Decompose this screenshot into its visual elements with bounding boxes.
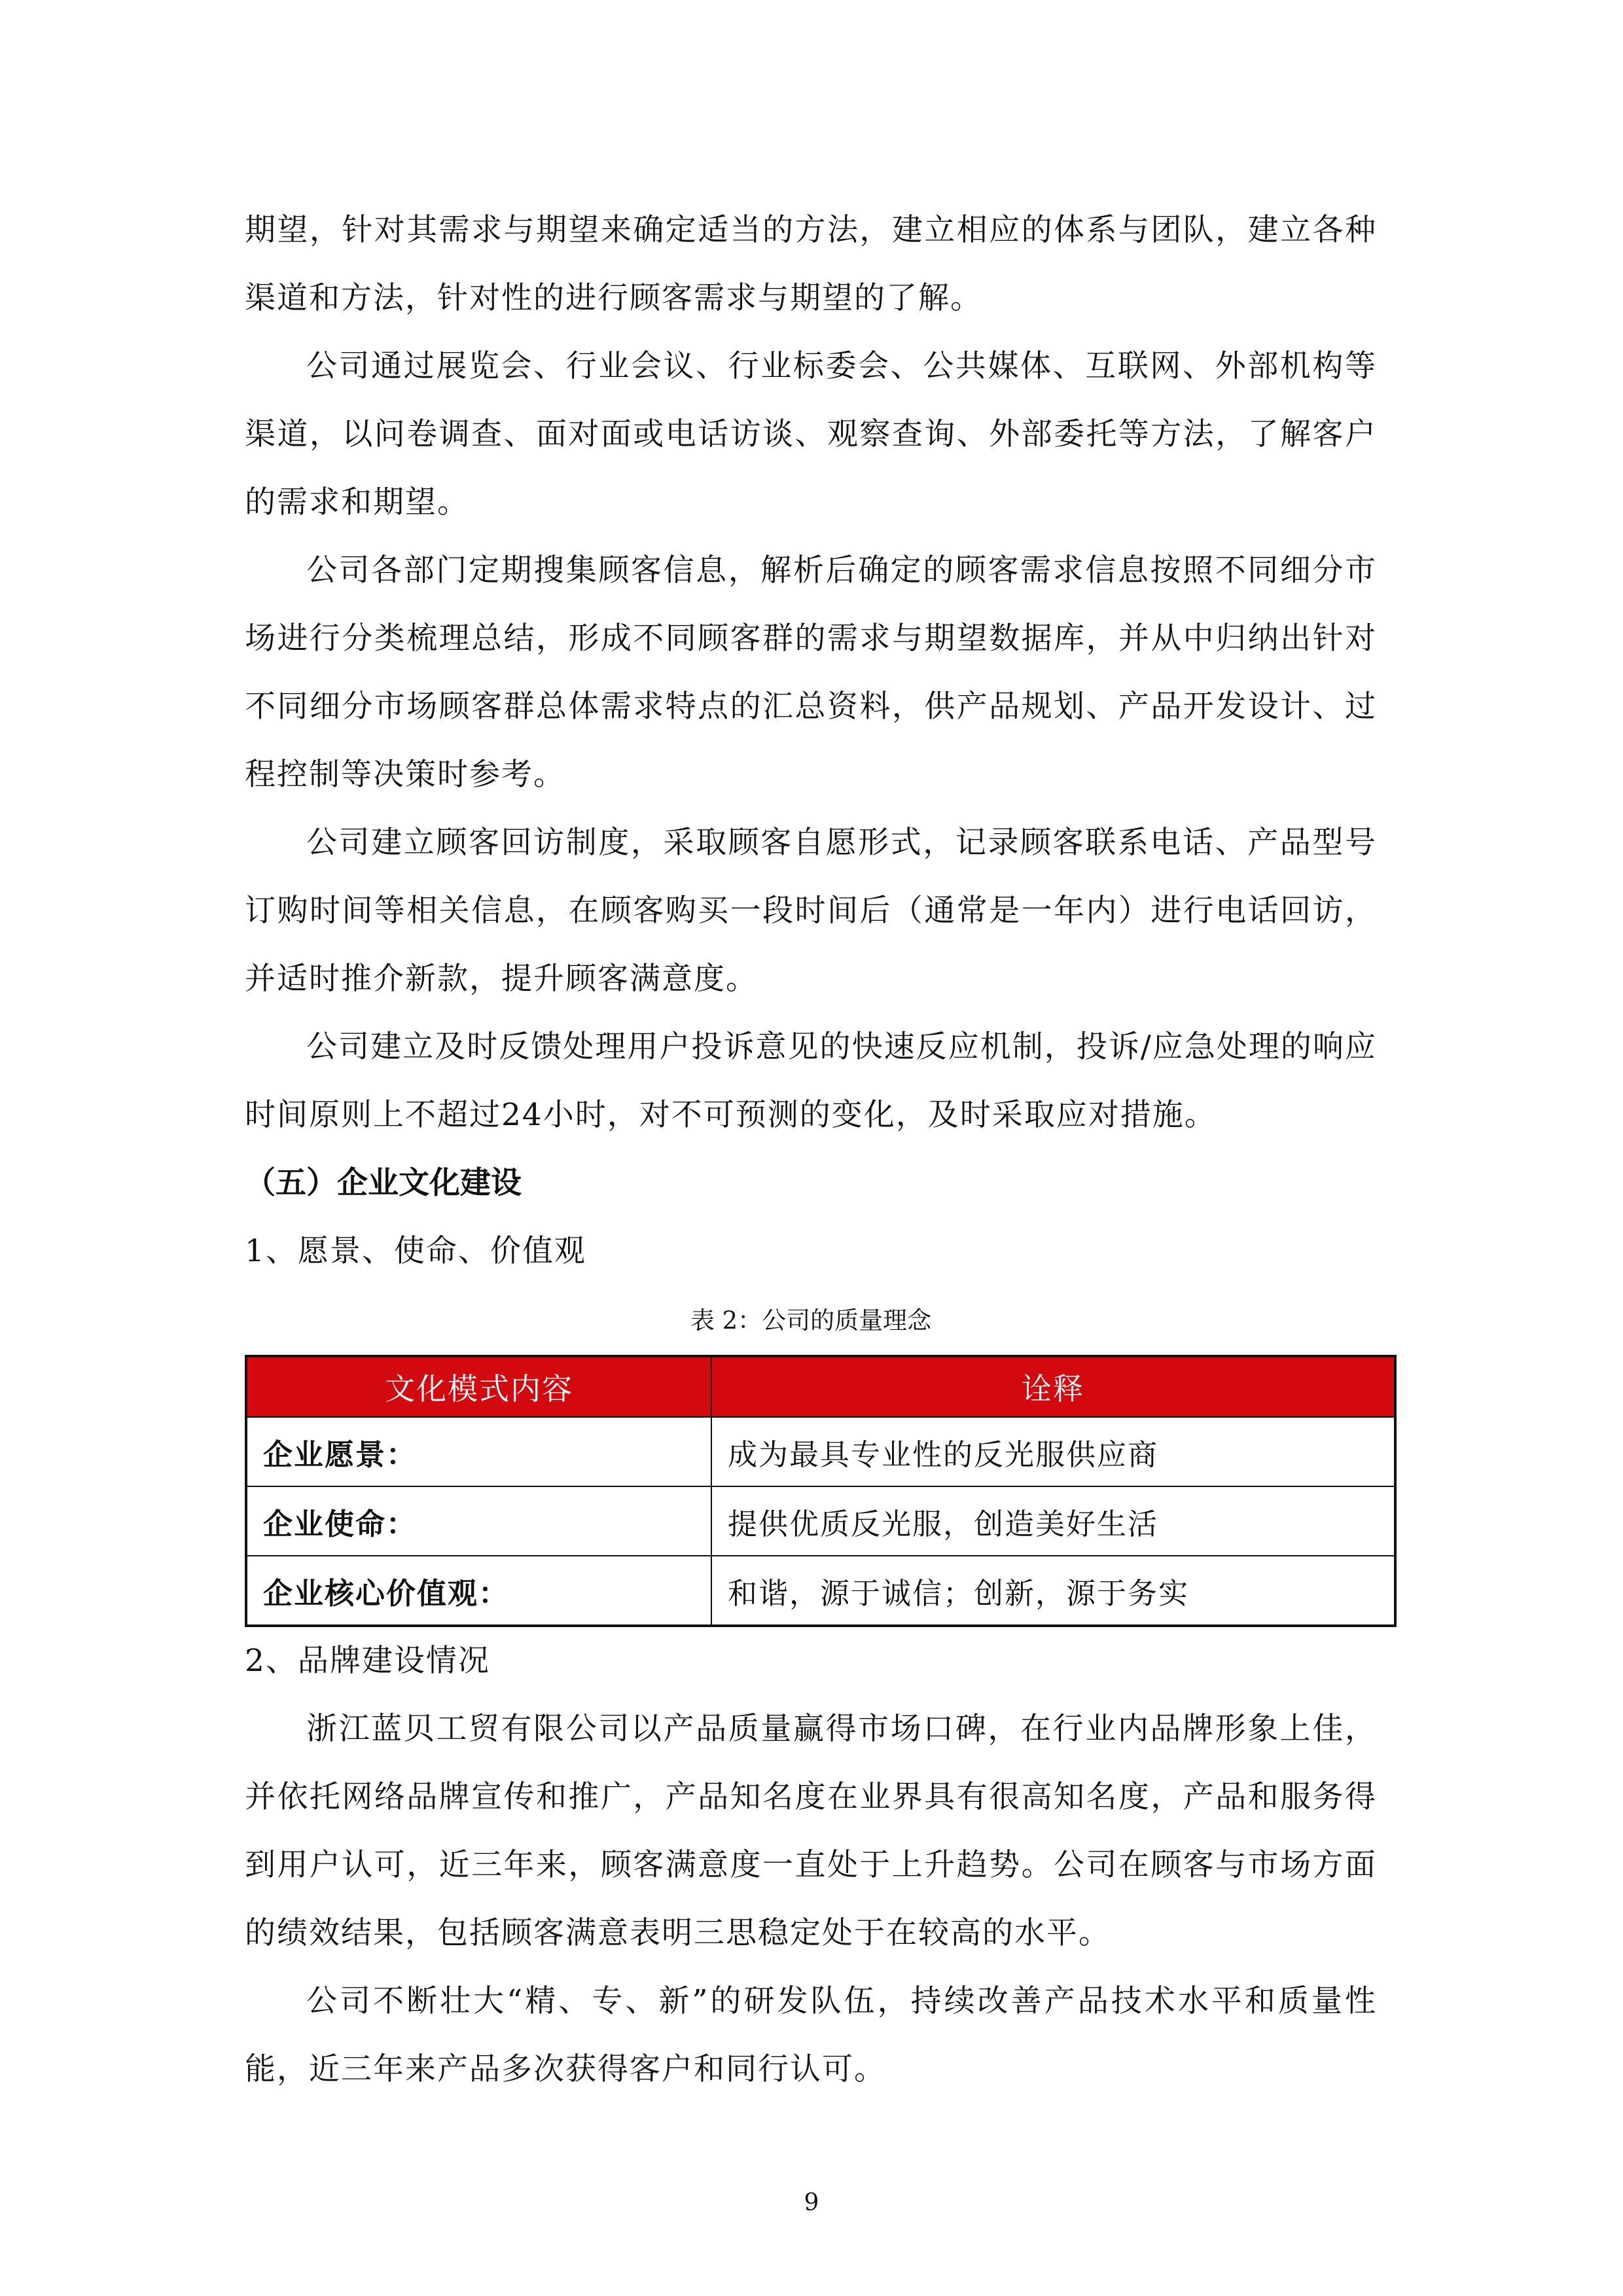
row-label-vision: 企业愿景： [246, 1417, 711, 1486]
paragraph-channels: 公司通过展览会、行业会议、行业标委会、公共媒体、互联网、外部机构等渠道，以问卷调查、面对面或电话访谈、观察查询、外部委托等方法，了解客户的需求和期望。 [245, 348, 1377, 520]
table-header-content: 文化模式内容 [246, 1356, 711, 1417]
table-row [246, 1556, 1395, 1626]
quality-concept-table [245, 1355, 1397, 1627]
paragraph-follow-up: 公司建立顾客回访制度，采取顾客自愿形式，记录顾客联系电话、产品型号订购时间等相关信息，在顾客购买一段时间后（通常是一年内）进行电话回访，并适时推介新款，提升顾客满意度。 [245, 825, 1377, 997]
subheading-vision: 1、愿景、使命、价值观 [245, 1233, 586, 1269]
section-heading: （五）企业文化建设 [245, 1165, 522, 1201]
paragraph-complaints: 公司建立及时反馈处理用户投诉意见的快速反应机制，投诉/应急处理的响应时间原则上不超过24小时，对不可预测的变化，及时采取应对措施。 [245, 1029, 1377, 1133]
table-row [246, 1486, 1395, 1556]
row-label-mission: 企业使命： [246, 1486, 711, 1556]
paragraph-expectations: 期望，针对其需求与期望来确定适当的方法，建立相应的体系与团队，建立各种渠道和方法，针对性的进行顾客需求与期望的了解。 [245, 212, 1377, 316]
row-value-vision: 成为最具专业性的反光服供应商 [711, 1417, 1395, 1486]
document-page [245, 196, 1377, 2104]
row-value-values: 和谐，源于诚信；创新，源于务实 [711, 1556, 1395, 1626]
row-label-values: 企业核心价值观： [246, 1556, 711, 1626]
table-header-interpretation: 诠释 [711, 1356, 1395, 1417]
subheading-brand: 2、品牌建设情况 [245, 1643, 490, 1679]
paragraph-brand: 浙江蓝贝工贸有限公司以产品质量赢得市场口碑，在行业内品牌形象上佳，并依托网络品牌宣传和推广，产品知名度在业界具有很高知名度，产品和服务得到用户认可，近三年来，顾客满意度一直处于上升趋势。公司在顾客与市场方面的绩效结果，包括顾客满意表明三思稳定处于在较高的水平。 [245, 1711, 1377, 1951]
row-value-mission: 提供优质反光服，创造美好生活 [711, 1486, 1395, 1556]
paragraph-customer-info: 公司各部门定期搜集顾客信息，解析后确定的顾客需求信息按照不同细分市场进行分类梳理总结，形成不同顾客群的需求与期望数据库，并从中归纳出针对不同细分市场顾客群总体需求特点的汇总资料，供产品规划、产品开发设计、过程控制等决策时参考。 [245, 552, 1377, 793]
table-header-row [246, 1356, 1395, 1417]
paragraph-rnd: 公司不断壮大“精、专、新”的研发队伍，持续改善产品技术水平和质量性能，近三年来产品多次获得客户和同行认可。 [245, 1983, 1377, 2087]
table-row [246, 1417, 1395, 1486]
page-number: 9 [804, 2189, 819, 2216]
table-caption: 表 2：公司的质量理念 [690, 1306, 932, 1335]
